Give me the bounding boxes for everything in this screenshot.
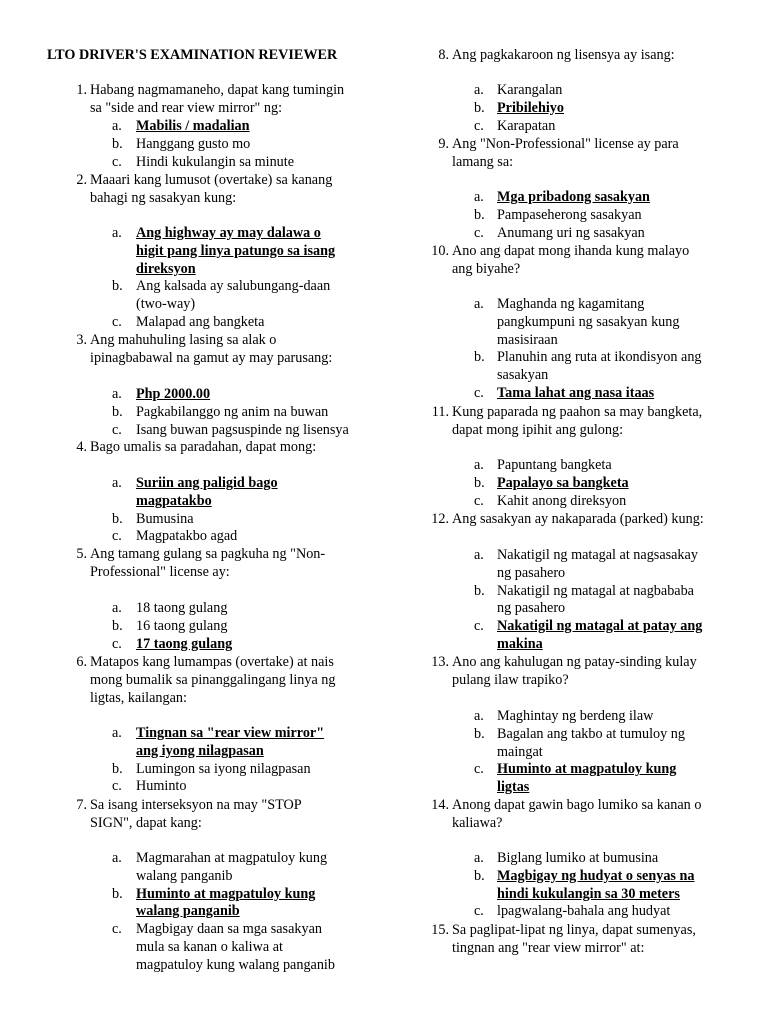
choice-text [497,118,555,136]
question-text-line: Maaari kang lumusot (overtake) sa kanang [90,172,333,188]
question-number: 15. [431,922,449,938]
choice-letter: c. [474,618,484,635]
choice-text-line: walang panganib [136,903,240,920]
choice-text-line: maingat [497,743,543,760]
choice-letter: c. [474,224,484,241]
choice-letter: b. [474,867,485,884]
correct-answer-text [497,100,564,118]
choice-text [497,207,642,225]
question-number: 13. [431,654,449,670]
choice-text-line: Huminto at magpatuloy kung [136,885,316,902]
correct-answer-text [497,189,650,207]
question-text [452,47,675,65]
correct-answer-text [497,385,654,403]
choice-text-line: Magmarahan at magpatuloy kung [136,850,328,866]
choice-text-line: Huminto [136,778,187,795]
question-number: 14. [431,797,449,813]
choice-text-line: Magpatakbo agad [136,528,238,545]
choice-text [497,903,670,921]
question-text-line: Habang nagmamaneho, dapat kang tumingin [90,82,345,98]
choice-letter: a. [112,600,122,616]
choice-letter: b. [474,99,485,116]
question-text-line: tingnan ang "rear view mirror" at: [452,939,645,956]
question-text [452,654,697,690]
choice-text-line: ang iyong nilagpasan [136,742,264,759]
choice-letter: a. [112,386,122,402]
choice-text-line: Kahit anong direksyon [497,492,627,509]
choice-text-line: Nakatigil ng matagal at nagsasakay [497,547,698,563]
choice-letter: b. [112,617,123,634]
question-text-line: Ano ang kahulugan ng patay-sinding kulay [452,654,697,670]
question-text-line: mong bumalik sa pinanggalingang linya ng [90,671,336,688]
choice-letter: c. [112,153,122,170]
choice-letter: a. [474,850,484,866]
choice-text [136,921,335,974]
choice-text-line: hindi kukulangin sa 30 meters [497,885,680,902]
choice-text-line: makina [497,635,543,652]
choice-letter: c. [474,492,484,509]
choice-text-line: Hanggang gusto mo [136,135,251,152]
choice-text-line: Malapad ang bangketa [136,314,265,330]
correct-answer-text [497,475,629,493]
choice-letter: a. [474,457,484,473]
choice-text [497,457,612,475]
choice-text-line: Mga pribadong sasakyan [497,189,650,205]
choice-letter: a. [474,189,484,205]
choice-letter: a. [112,725,122,741]
choice-text [136,618,227,636]
choice-text-line: Huminto at magpatuloy kung [497,761,677,778]
choice-text-line: Maghanda ng kagamitang [497,296,645,312]
choice-text [136,404,328,422]
question-number: 10. [431,243,449,259]
question-text-line: dapat mong ipihit ang gulong: [452,421,624,438]
choice-text [497,726,685,762]
choice-text-line: Php 2000.00 [136,386,211,402]
choice-letter: b. [474,474,485,491]
question-text-line: Ang "Non-Professional" license ay para [452,136,679,152]
question-text-line: Ang tamang gulang sa pagkuha ng "Non- [90,546,326,562]
choice-text [497,349,702,385]
choice-letter: c. [112,778,122,795]
choice-text-line: pangkumpuni ng sasakyan kung [497,313,680,330]
choice-text-line: Nakatigil ng matagal at patay ang [497,618,703,635]
choice-text-line: 17 taong gulang [136,635,233,652]
choice-text-line: Ang kalsada ay salubungang-daan [136,278,331,295]
choice-text [136,314,264,332]
choice-text-line: walang panganib [136,867,233,884]
choice-letter: c. [112,528,122,545]
question-text-line: kaliawa? [452,814,503,831]
choice-text-line: Magbigay daan sa mga sasakyan [136,921,322,938]
choice-text [497,850,658,868]
correct-answer-text [136,118,250,136]
choice-letter: c. [112,314,122,330]
question-number: 1. [76,82,87,98]
correct-answer-text [497,761,676,797]
choice-text-line: Karangalan [497,82,563,98]
question-text-line: Matapos kang lumampas (overtake) at nais [90,654,334,670]
question-number: 8. [438,47,449,63]
question-number: 9. [438,136,449,152]
choice-text [497,708,653,726]
choice-text-line: ng pasahero [497,600,566,617]
choice-text-line: Nakatigil ng matagal at nagbababa [497,582,694,599]
choice-letter: b. [112,760,123,777]
choice-text [497,583,694,619]
correct-answer-text [497,618,702,654]
question-number: 7. [76,797,87,813]
question-text-line: pulang ilaw trapiko? [452,671,569,688]
question-text-line: Ano ang dapat mong ihanda kung malayo [452,243,690,259]
choice-text-line: 18 taong gulang [136,600,228,616]
choice-letter: a. [474,296,484,312]
correct-answer-text [497,868,695,904]
choice-letter: c. [474,385,484,401]
choice-text-line: Karapatan [497,117,556,134]
question-text [452,922,696,958]
question-text [452,797,701,833]
choice-text-line: Pribilehiyo [497,99,564,116]
question-number: 3. [76,332,87,348]
choice-text-line: Pagkabilanggo ng anim na buwan [136,403,329,420]
choice-text-line: sasakyan [497,367,549,384]
choice-text-line: mula sa kanan o kaliwa at [136,938,283,955]
question-text-line: ang biyahe? [452,260,521,277]
choice-text-line: Magbigay ng hudyat o senyas na [497,867,695,884]
choice-text [136,422,349,440]
choice-letter: c. [112,635,122,652]
choice-text-line: Planuhin ang ruta at ikondisyon ang [497,349,702,366]
question-text-line: Sa paglipat-lipat ng linya, dapat sumenyas, [452,922,696,938]
choice-text-line: ligtas [497,779,530,796]
choice-text-line: Bagalan ang takbo at tumuloy ng [497,725,685,742]
choice-letter: b. [474,349,485,366]
question-text-line: Sa isang interseksyon na may "STOP [90,797,302,813]
choice-text [497,82,562,100]
choice-letter: a. [112,225,122,241]
question-text-line: ipinagbabawal na gamut ay may parusang: [90,349,333,366]
choice-letter: c. [474,117,484,134]
choice-text-line: (two-way) [136,296,196,313]
correct-answer-text [136,225,335,278]
question-text-line: Ang sasakyan ay nakaparada (parked) kung: [452,511,704,527]
choice-letter: a. [112,475,122,491]
choice-text [136,136,250,154]
choice-text-line: ng pasahero [497,564,566,581]
question-text [452,511,704,529]
correct-answer-text [136,386,210,404]
question-text [90,332,332,368]
choice-text-line: magpatuloy kung walang panganib [136,956,335,973]
choice-letter: a. [474,708,484,724]
choice-text-line: Papuntang bangketa [497,457,612,473]
choice-text [136,511,194,529]
question-text-line: ligtas, kailangan: [90,689,187,706]
choice-letter: b. [112,135,123,152]
question-text-line: SIGN", dapat kang: [90,814,202,831]
choice-text-line: Papalayo sa bangketa [497,474,629,491]
choice-text-line: Tingnan sa "rear view mirror" [136,725,325,741]
choice-text-line: Ang highway ay may dalawa o [136,225,321,241]
choice-letter: a. [474,547,484,563]
question-text-line: Anong dapat gawin bago lumiko sa kanan o [452,797,702,813]
choice-letter: c. [474,761,484,778]
choice-text-line: Maghintay ng berdeng ilaw [497,708,654,724]
choice-text [136,278,330,314]
question-text-line: Professional" license ay: [90,563,230,580]
choice-text-line: higit pang linya patungo sa isang [136,242,336,259]
choice-letter: b. [112,278,123,295]
choice-letter: c. [112,921,122,938]
correct-answer-text [136,475,278,511]
question-text-line: Kung paparada ng paahon sa may bangketa, [452,404,703,420]
choice-text-line: Tama lahat ang nasa itaas [497,385,655,401]
choice-text [497,296,679,349]
question-text [452,243,689,279]
question-number: 6. [76,654,87,670]
question-text [90,654,335,707]
choice-letter: c. [112,421,122,438]
choice-letter: c. [474,903,484,920]
choice-letter: b. [474,582,485,599]
choice-letter: a. [112,850,122,866]
choice-text-line: Hindi kukulangin sa minute [136,153,295,170]
question-text [90,546,325,582]
choice-text-line: Isang buwan pagsuspinde ng lisensya [136,421,349,438]
choice-text [136,850,327,886]
question-number: 12. [431,511,449,527]
choice-text [497,225,645,243]
question-text-line: Ang mahuhuling lasing sa alak o [90,332,277,348]
choice-text-line: masisiraan [497,331,558,348]
choice-letter: b. [112,403,123,420]
correct-answer-text [136,725,324,761]
question-text [90,439,316,457]
question-text [452,404,702,440]
choice-text [497,493,626,511]
choice-letter: a. [112,118,122,134]
question-text [90,797,302,833]
choice-letter: b. [112,885,123,902]
choice-letter: a. [474,82,484,98]
question-text-line: lamang sa: [452,153,514,170]
choice-text [497,547,698,583]
question-number: 11. [431,404,449,420]
choice-text-line: direksyon [136,260,196,277]
choice-text-line: Lumingon sa iyong nilagpasan [136,760,311,777]
correct-answer-text [136,636,232,654]
question-text [90,82,344,118]
choice-text [136,528,237,546]
choice-text-line: 16 taong gulang [136,617,228,634]
choice-letter: b. [112,510,123,527]
question-text [452,136,679,172]
choice-letter: b. [474,725,485,742]
question-text-line: Ang pagkakaroon ng lisensya ay isang: [452,47,675,63]
choice-text [136,778,186,796]
document-title: LTO DRIVER'S EXAMINATION REVIEWER [47,47,338,63]
choice-text-line: Mabilis / madalian [136,118,250,134]
choice-text-line: Anumang uri ng sasakyan [497,224,645,241]
choice-text [136,154,294,172]
choice-text-line: Pampaseherong sasakyan [497,206,642,223]
question-text [90,172,332,208]
choice-text-line: Bumusina [136,510,194,527]
question-text-line: sa "side and rear view mirror" ng: [90,99,283,116]
question-text-line: Bago umalis sa paradahan, dapat mong: [90,439,317,455]
choice-text-line: lpagwalang-bahala ang hudyat [497,903,671,920]
choice-text-line: Suriin ang paligid bago [136,475,278,491]
choice-letter: b. [474,206,485,223]
choice-text [136,761,311,779]
choice-text-line: Biglang lumiko at bumusina [497,850,659,866]
question-number: 4. [76,439,87,455]
correct-answer-text [136,886,315,922]
question-number: 2. [76,172,87,188]
choice-text [136,600,227,618]
choice-text-line: magpatakbo [136,492,212,509]
question-text-line: bahagi ng sasakyan kung: [90,189,237,206]
question-number: 5. [76,546,87,562]
